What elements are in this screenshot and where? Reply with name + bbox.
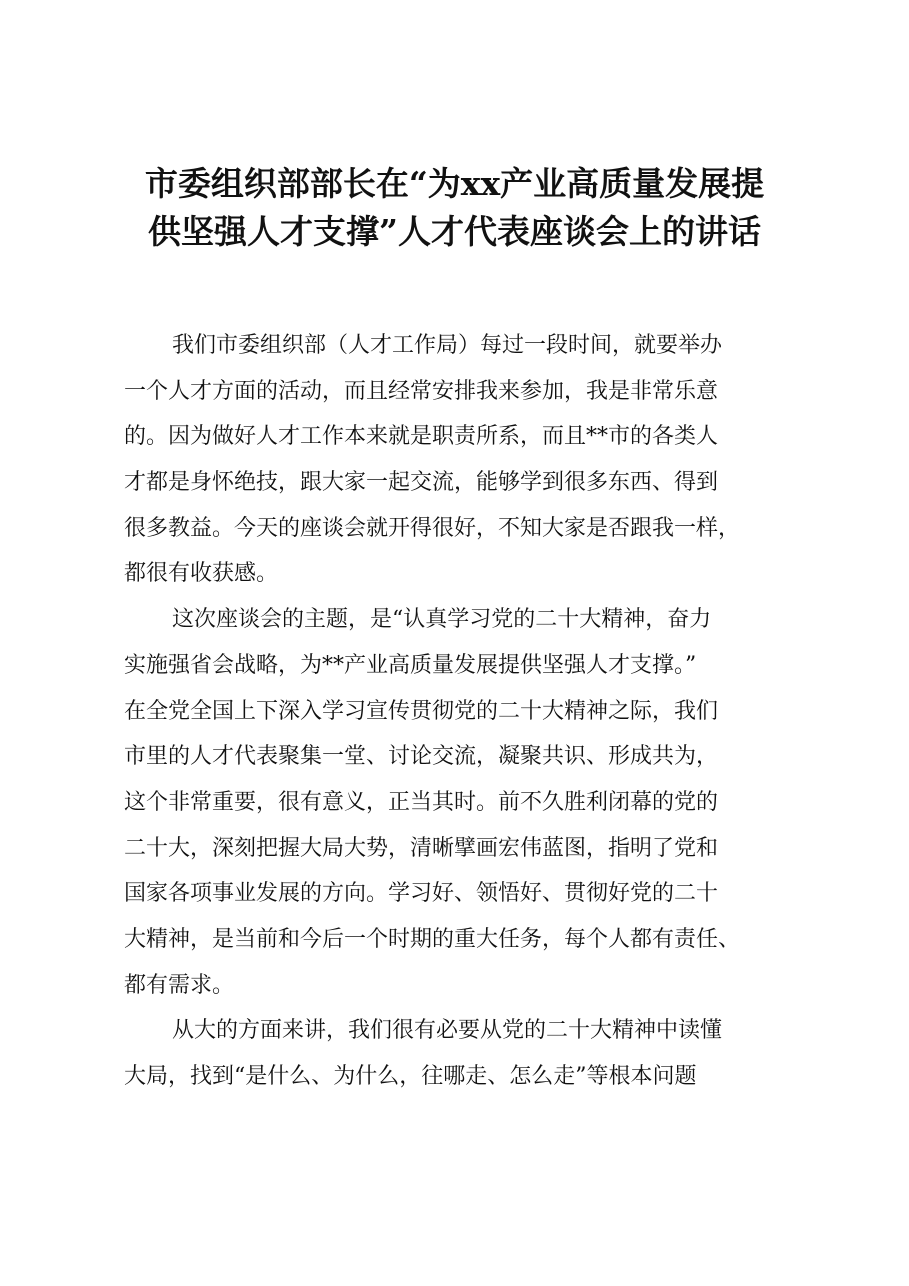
paragraph-line: 很多教益。今天的座谈会就开得很好，不知大家是否跟我一样， xyxy=(124,515,741,541)
paragraph-3 xyxy=(124,1008,799,1099)
paragraph-line: 实施强省会战略，为**产业高质量发展提供坚强人才支撑。” xyxy=(124,652,697,678)
paragraph-line: 才都是身怀绝技，跟大家一起交流，能够学到很多东西、得到 xyxy=(124,470,719,496)
paragraph-line: 在全党全国上下深入学习宣传贯彻党的二十大精神之际，我们 xyxy=(124,698,719,724)
title-line: 供坚强人才支撑”人才代表座谈会上的讲话 xyxy=(148,212,761,251)
document-body xyxy=(124,323,799,1100)
paragraph-line: 市里的人才代表聚集一堂、讨论交流，凝聚共识、形成共为， xyxy=(124,744,719,770)
paragraph-line: 国家各项事业发展的方向。学习好、领悟好、贯彻好党的二十 xyxy=(124,881,719,907)
paragraph-line: 的。因为做好人才工作本来就是职责所系，而且**市的各类人 xyxy=(124,424,719,450)
document-title xyxy=(100,160,809,256)
paragraph-line: 从大的方面来讲，我们很有必要从党的二十大精神中读懂 xyxy=(172,1018,723,1044)
paragraph-line: 都很有收获感。 xyxy=(124,561,279,587)
paragraph-2 xyxy=(124,597,799,1008)
paragraph-line: 这次座谈会的主题，是“认真学习党的二十大精神，奋力 xyxy=(172,607,712,633)
paragraph-line: 这个非常重要，很有意义，正当其时。前不久胜利闭幕的党的 xyxy=(124,789,719,815)
paragraph-line: 二十大，深刻把握大局大势，清晰擘画宏伟蓝图，指明了党和 xyxy=(124,835,719,861)
paragraph-line: 大局，找到“是什么、为什么，往哪走、怎么走”等根本问题 xyxy=(124,1064,697,1089)
paragraph-line: 都有需求。 xyxy=(124,972,235,998)
paragraph-line: 大精神，是当前和今后一个时期的重大任务，每个人都有责任、 xyxy=(124,926,741,952)
paragraph-line: 我们市委组织部（人才工作局）每过一段时间，就要举办 xyxy=(172,333,723,358)
paragraph-line: 一个人才方面的活动，而且经常安排我来参加，我是非常乐意 xyxy=(124,378,719,404)
title-line: 市委组织部部长在“为xx产业高质量发展提 xyxy=(144,164,765,203)
paragraph-1 xyxy=(124,323,799,597)
